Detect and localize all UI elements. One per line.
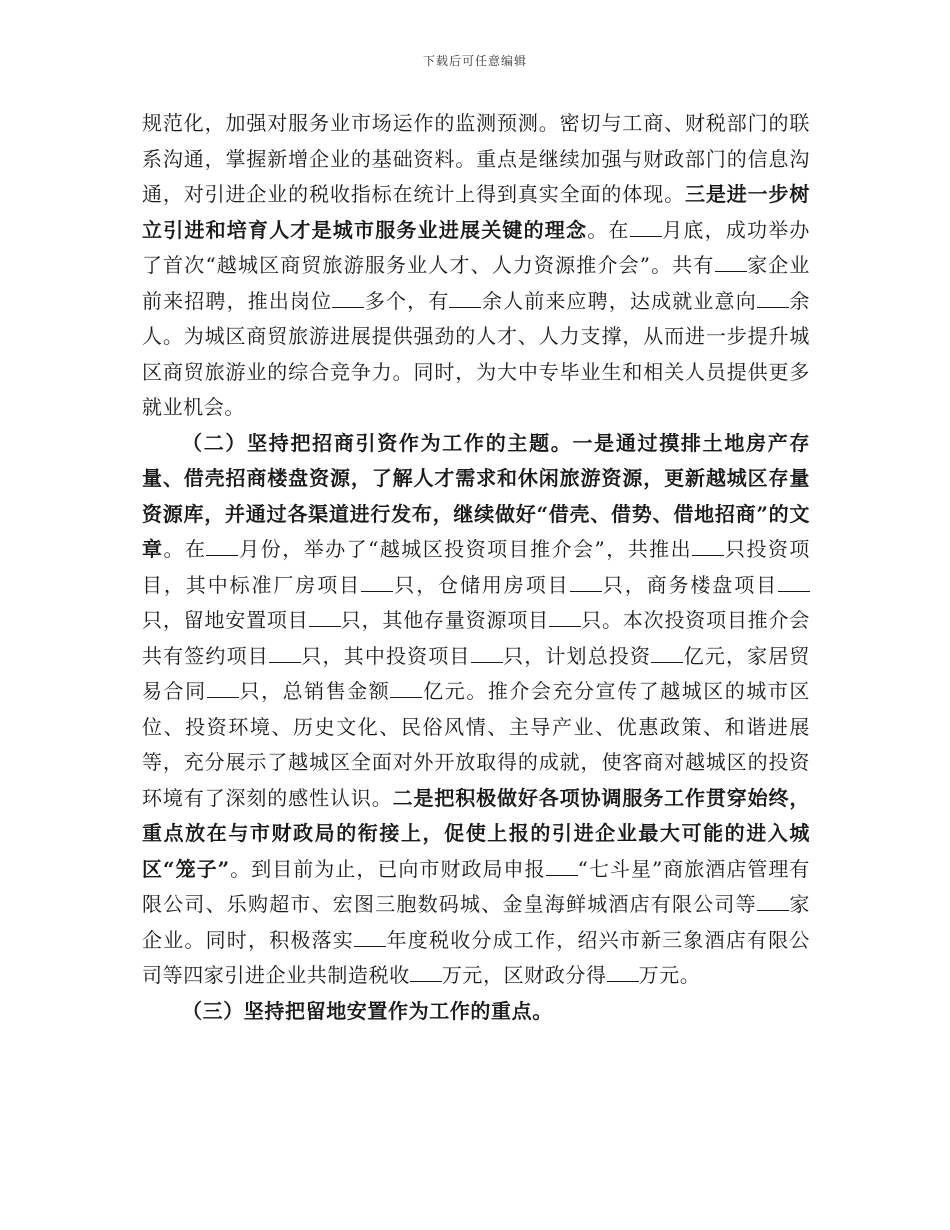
paragraph-investment (142, 426, 810, 994)
text-segment: 月底，成功举办了首次“越城区商贸旅游服务业人才、人力资源推介会”。共有 (142, 217, 811, 277)
bold-heading-resettlement: （三）坚持把留地安置作为工作的重点。 (182, 998, 553, 1023)
paragraph-talent (142, 106, 810, 426)
fill-blank (630, 218, 662, 237)
fill-blank (549, 608, 581, 627)
text-segment: 只，留地安置项目 (142, 608, 309, 632)
fill-blank (757, 892, 789, 911)
fill-blank (778, 573, 810, 592)
fill-blank (692, 537, 724, 556)
fill-blank (390, 679, 422, 698)
text-segment: 。在 (587, 217, 630, 242)
text-segment: 家企业前来招聘，推出岗位 (142, 253, 810, 313)
fill-blank (570, 573, 602, 592)
text-segment: 只。本次投资项目推介会共有签约项目 (142, 608, 810, 668)
text-segment: 。到目前为止，已向市财政局申报 (229, 856, 546, 881)
fill-blank (546, 857, 578, 876)
fill-blank (309, 608, 341, 627)
fill-blank (354, 928, 386, 947)
text-segment: 只，商务楼盘项目 (601, 572, 778, 597)
bold-heading-talent: 三是进一步树立引进和培育人才是城市服务业进展关键的理念 (142, 182, 810, 242)
text-segment: 只，总销售金额 (238, 679, 391, 703)
fill-blank (207, 679, 239, 698)
text-segment: 万元。 (638, 963, 701, 987)
text-segment: “七斗星”商旅酒店管理有限公司、乐购超市、宏图三胞数码城、金皇海鲜城酒店有限公司等 (142, 856, 811, 916)
page-header: 下载后可任意编辑 (422, 54, 527, 68)
text-segment: 余人前来应聘，达成就业意向 (481, 288, 757, 313)
paragraph-resettlement (142, 994, 810, 1030)
text-segment: 只投资项目，其中标准厂房项目 (142, 537, 811, 597)
text-segment: 年度税收分成工作，绍兴市新三象酒店有限公司等四家引进企业共制造税收 (142, 927, 810, 987)
text-segment: 只，其中投资项目 (300, 643, 471, 668)
text-segment: 亿元，家居贸易合同 (142, 643, 811, 703)
text-segment: 只，仓储用房项目 (393, 572, 570, 597)
text-segment: 规范化，加强对服务业市场运作的监测预测。密切与工商、财税部门的联系沟通，掌握新增企业的基础资料。重点是继续加强与财政部门的信息沟通，对引进企业的税收指标在统计上得到真实全面的体现。 (142, 111, 810, 206)
bold-heading-investment: （二）坚持把招商引资作为工作的主题。一是通过摸排土地房产存量、借壳招商楼盘资源，了解人才需求和休闲旅游资源，更新越城区存量资源库，并通过各渠道进行发布，继续做好“借壳、借势、借地招商”的文章 (142, 430, 810, 561)
text-segment: 家企业。同时，积极落实 (142, 892, 810, 952)
fill-blank (361, 573, 393, 592)
fill-blank (471, 644, 503, 663)
text-segment: 万元，区财政分得 (441, 963, 607, 987)
fill-blank (206, 537, 238, 556)
text-segment: 亿元。推介会充分宣传了越城区的城市区位、投资环境、历史文化、民俗风情、主导产业、优惠政策、和谐进展等，充分展示了越城区全面对外开放取得的成就，使客商对越城区的投资环境有了深刻的感性认识。 (142, 679, 810, 810)
bold-heading-coordination: 二是把积极做好各项协调服务工作贯穿始终，重点放在与市财政局的衔接上，促使上报的引进企业最大可能的进入城区“笼子” (142, 785, 811, 881)
fill-blank (715, 253, 747, 272)
fill-blank (449, 289, 481, 308)
fill-blank (607, 963, 639, 982)
fill-blank (757, 289, 789, 308)
fill-blank (269, 644, 301, 663)
fill-blank (332, 289, 364, 308)
text-segment: 只，其他存量资源项目 (340, 608, 549, 632)
text-segment: 余人。为城区商贸旅游进展提供强劲的人才、人力支撑，从而进一步提升城区商贸旅游业的综合竞争力。同时，为大中专毕业生和相关人员提供更多就业机会。 (142, 288, 810, 419)
text-segment: 只，计划总投资 (502, 643, 652, 668)
document-body (142, 106, 810, 1029)
text-segment: 。在 (163, 537, 207, 561)
fill-blank (410, 963, 442, 982)
text-segment: 多个，有 (364, 288, 450, 313)
fill-blank (651, 644, 683, 663)
text-segment: 月份，举办了“越城区投资项目推介会”，共推出 (238, 537, 693, 561)
